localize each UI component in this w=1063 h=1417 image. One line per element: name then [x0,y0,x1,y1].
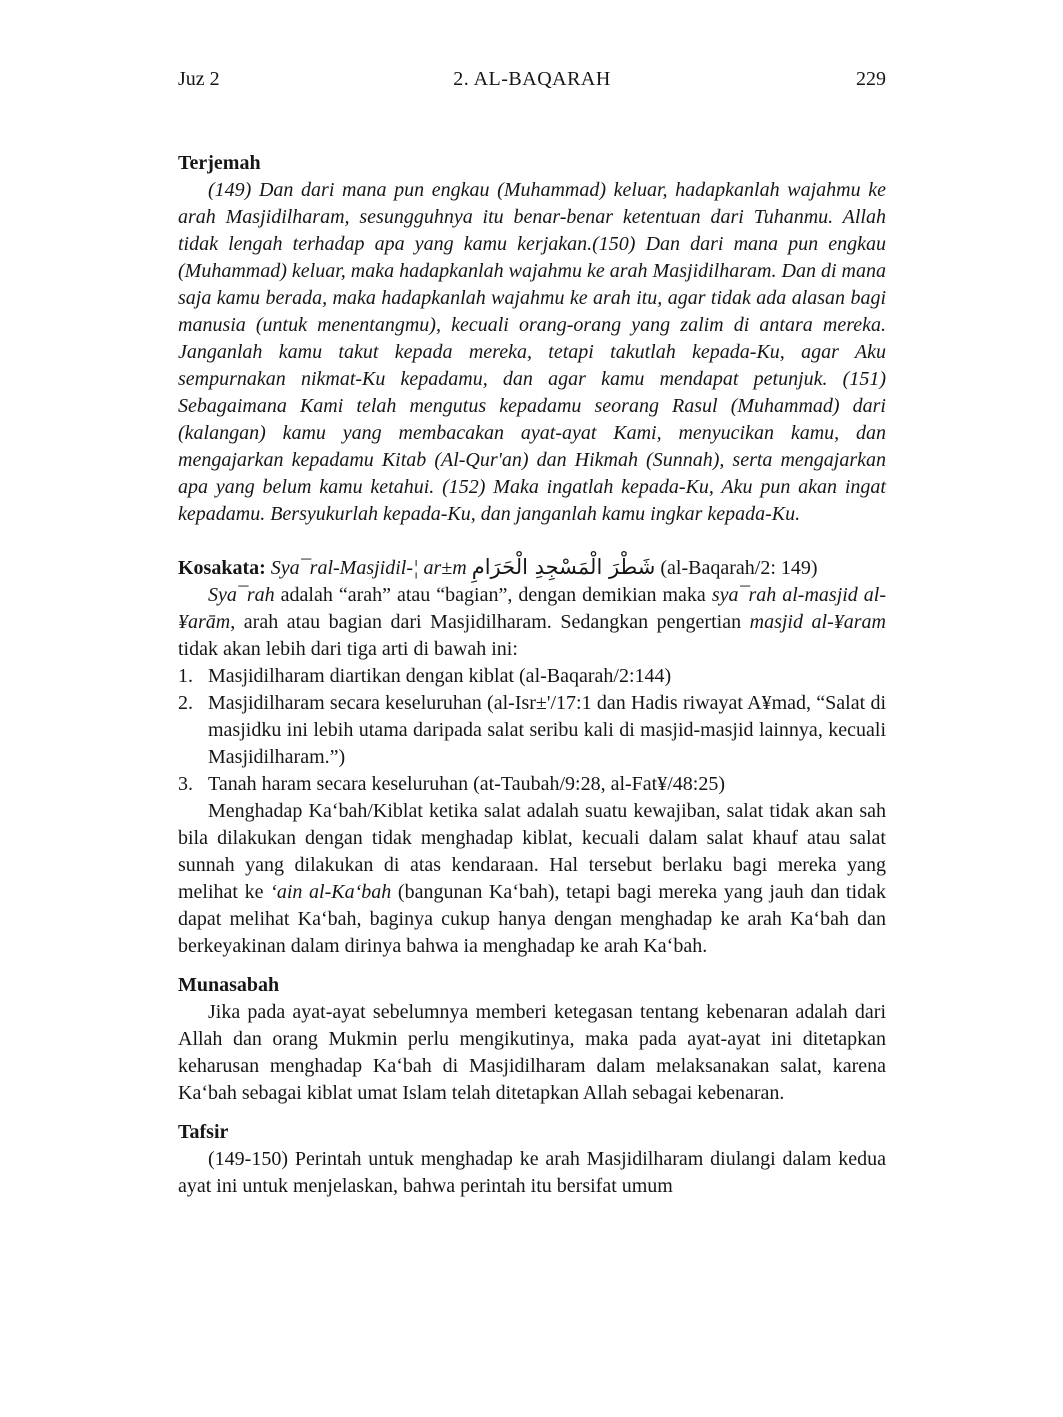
tafsir-heading [178,1119,886,1146]
text-run: Sya¯ral-Masjidil-¦ ar±m [270,557,472,579]
arabic-phrase: شَطْرَ الْمَسْجِدِ الْحَرَامِ [471,555,656,579]
text-run: , arah atau bagian dari Masjidilharam. Sedangkan pengertian [230,611,750,633]
surah-title: 2. AL-BAQARAH [453,68,611,90]
text-run: Terjemah [178,152,261,174]
juz-label: Juz 2 [178,68,220,90]
terjemah-heading [178,150,886,177]
text-run: Masjidilharam diartikan dengan kiblat (al-Baqarah/2:144) [208,665,672,687]
text-run: tidak akan lebih dari tiga arti di bawah ini: [178,638,518,660]
kosakata-line [178,554,886,582]
text-run: (149-150) Perintah untuk menghadap ke arah Masjidilharam diulangi dalam kedua ayat ini untuk menjelaskan, bahwa perintah itu bersifat umum [178,1148,886,1197]
list-item-1 [178,663,886,690]
text-run: (al-Baqarah/2: 149) [655,557,818,579]
kabah-paragraph [178,798,886,960]
list-item-2 [178,690,886,771]
text-run: Munasabah [178,974,280,996]
text-run: Kosakata: [178,557,271,579]
text-run: ‘ain al-Ka‘bah [270,881,392,903]
list-item-number: 1. [178,665,193,687]
tafsir-paragraph [178,1146,886,1200]
munasabah-heading [178,972,886,999]
text-run: Masjidilharam secara keseluruhan (al-Isr±'/17:1 dan Hadis riwayat A¥mad, “Salat di masjidku ini lebih utama daripada salat seribu kali di masjid-masjid lainnya, kecuali Masjidilharam.”) [208,692,886,768]
text-run: adalah “arah” atau “bagian”, dengan demikian maka [274,584,712,606]
text-run: Menghadap Ka‘bah/Kiblat ketika salat adalah suatu kewajiban, salat tidak akan sah bila dilakukan dengan tidak menghadap kiblat, kecuali dalam salat khauf atau salat sunnah yang dilakukan di atas kendaraan. Hal tersebut berlaku bagi mereka yang melihat ke [178,800,886,903]
page-number: 229 [856,68,886,90]
list-item-3 [178,771,886,798]
text-run: Jika pada ayat-ayat sebelumnya memberi ketegasan tentang kebenaran adalah dari Allah dan orang Mukmin perlu mengikutinya, maka pada ayat-ayat ini ditetapkan keharusan menghadap Ka‘bah di Masjidilharam dalam melaksanakan salat, karena Ka‘bah sebagai kiblat umat Islam telah ditetapkan Allah sebagai kebenaran. [178,1001,886,1104]
text-run: Tanah haram secara keseluruhan (at-Taubah/9:28, al-Fat¥/48:25) [208,773,725,795]
list-item-number: 3. [178,773,193,795]
page-content [178,150,886,1200]
page-header [178,68,886,95]
munasabah-paragraph [178,999,886,1107]
kosakata-paragraph [178,582,886,663]
list-item-number: 2. [178,692,193,714]
text-run: masjid al-¥aram [749,611,886,633]
text-run: Tafsir [178,1121,229,1143]
text-run: (bangunan Ka‘bah), tetapi bagi mereka yang jauh dan tidak dapat melihat Ka‘bah, baginya cukup hanya dengan menghadap ke arah Ka‘bah dan berkeyakinan dalam dirinya bahwa ia menghadap ke arah Ka‘bah. [178,881,886,957]
text-run: sya¯rah al-masjid al-¥arām [178,584,887,633]
terjemah-paragraph [178,177,886,528]
text-run: (149) Dan dari mana pun engkau (Muhammad) keluar, hadapkanlah wajahmu ke arah Masjidilharam, sesungguhnya itu benar-benar ketentuan dari Tuhanmu. Allah tidak lengah terhadap apa yang kamu kerjakan.(150) Dan dari mana pun engkau (Muhammad) keluar, maka hadapkanlah wajahmu ke arah Masjidilharam. Dan di mana saja kamu berada, maka hadapkanlah wajahmu ke arah itu, agar tidak ada alasan bagi manusia (untuk menentangmu), kecuali orang-orang yang zalim di antara mereka. Janganlah kamu takut kepada mereka, tetapi takutlah kepada-Ku, agar Aku sempurnakan nikmat-Ku kepadamu, dan agar kamu mendapat petunjuk. (151) Sebagaimana Kami telah mengutus kepadamu seorang Rasul (Muhammad) dari (kalangan) kamu yang membacakan ayat-ayat Kami, menyucikan kamu, dan mengajarkan kepadamu Kitab (Al-Qur'an) dan Hikmah (Sunnah), serta mengajarkan apa yang belum kamu ketahui. (152) Maka ingatlah kepada-Ku, Aku pun akan ingat kepadamu. Bersyukurlah kepada-Ku, dan janganlah kamu ingkar kepada-Ku. [178,179,886,525]
text-run: Sya¯rah [208,584,275,606]
